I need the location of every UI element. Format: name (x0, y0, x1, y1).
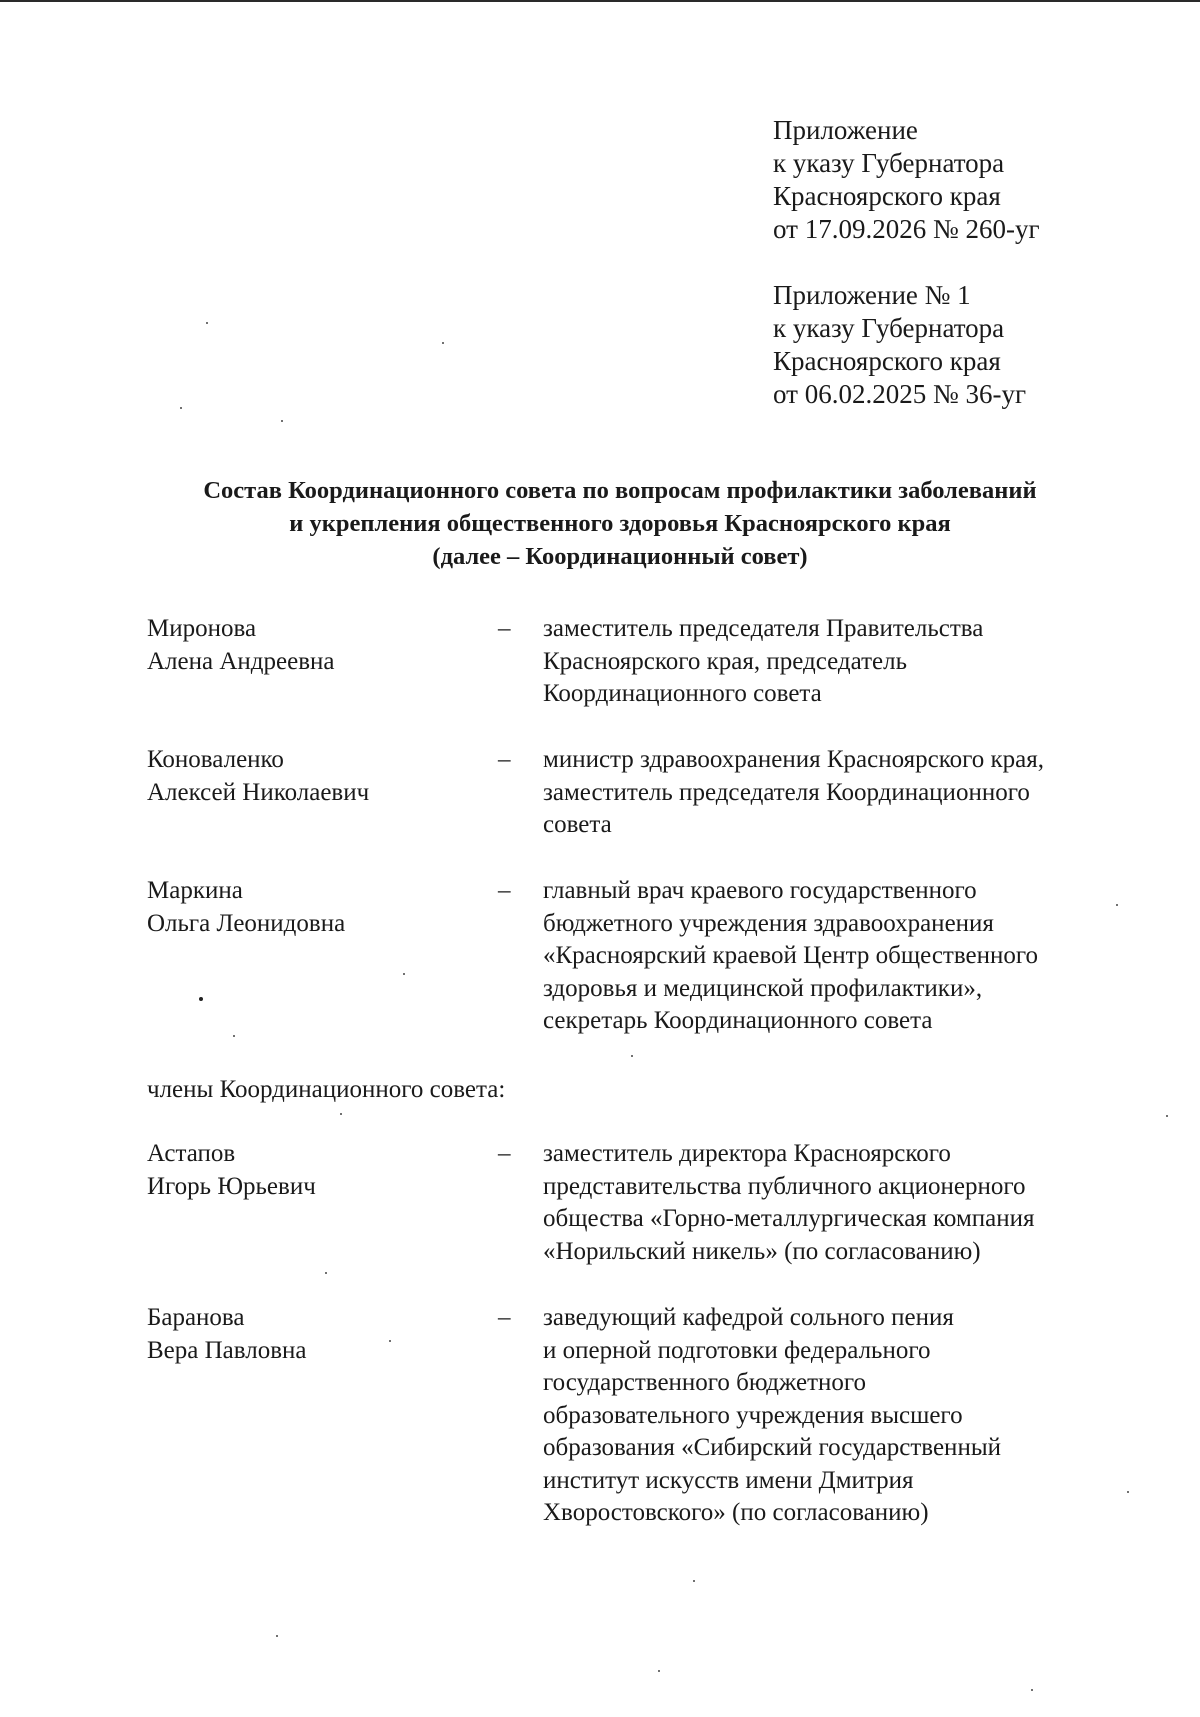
role-line: Координационного совета (543, 680, 822, 707)
person-surname: Маркина (147, 877, 243, 904)
entry-dash: – (498, 1140, 511, 1167)
role-line: образовательного учреждения высшего (543, 1401, 963, 1429)
role-line: министр здравоохранения Красноярского края, (543, 746, 1044, 773)
role-line: представительства публичного акционерного (543, 1172, 1026, 1200)
scan-top-border (0, 0, 1200, 2)
scan-speck (276, 1635, 278, 1637)
entry-dash: – (498, 1304, 511, 1331)
appendix-line: Приложение № 1 (773, 280, 971, 310)
person-given-names: Ольга Леонидовна (147, 909, 346, 937)
appendix-header-original (773, 279, 1026, 411)
members-heading: члены Координационного совета: (147, 1076, 506, 1103)
person-role (543, 1302, 1143, 1530)
appendix-line: к указу Губернатора (773, 148, 1005, 178)
person-role (543, 744, 1143, 842)
role-line: бюджетного учреждения здравоохранения (543, 909, 994, 937)
role-line: заместитель председателя Координационного (543, 778, 1030, 806)
role-line: заместитель председателя Правительства (543, 615, 984, 642)
scan-speck (325, 1272, 327, 1274)
role-line: институт искусств имени Дмитрия (543, 1466, 914, 1494)
scan-speck (1166, 1115, 1168, 1117)
person-name (147, 613, 334, 678)
scan-speck (340, 1113, 342, 1115)
scan-speck (1127, 1491, 1129, 1493)
role-line: Хворостовского» (по согласованию) (543, 1499, 929, 1526)
role-line: здоровья и медицинской профилактики», (543, 974, 983, 1002)
role-line: и оперной подготовки федерального (543, 1336, 931, 1364)
role-line: «Красноярский краевой Центр общественного (543, 942, 1038, 969)
appendix-line: Красноярского края (773, 181, 1001, 211)
scan-speck (180, 407, 182, 409)
scan-speck (233, 1035, 235, 1037)
scan-speck (1116, 904, 1118, 906)
scan-speck (693, 1580, 695, 1582)
role-line: государственного бюджетного (543, 1369, 866, 1396)
role-line: «Норильский никель» (по согласованию) (543, 1237, 981, 1265)
title-line: (далее – Координационный совет) (432, 543, 808, 570)
role-line: совета (543, 811, 612, 838)
scan-speck (206, 322, 208, 324)
person-name (147, 875, 345, 940)
person-surname: Коноваленко (147, 746, 284, 773)
role-line: заведующий кафедрой сольного пения (543, 1304, 954, 1331)
scan-speck (389, 1340, 391, 1342)
role-line: секретарь Координационного совета (543, 1007, 933, 1034)
scan-speck (199, 997, 203, 1001)
document-title (120, 474, 1120, 573)
person-role (543, 1138, 1143, 1268)
scan-speck (658, 1670, 660, 1672)
scan-speck (631, 1055, 633, 1057)
person-given-names: Алексей Николаевич (147, 778, 370, 806)
appendix-line: от 17.09.2026 № 260-уг (773, 214, 1040, 244)
person-surname: Баранова (147, 1304, 245, 1331)
scan-speck (403, 973, 405, 975)
appendix-line: Красноярского края (773, 346, 1001, 376)
role-line: образования «Сибирский государственный (543, 1434, 1001, 1461)
person-name (147, 1138, 316, 1203)
role-line: Красноярского края, председатель (543, 647, 907, 675)
person-role (543, 875, 1143, 1038)
person-surname: Астапов (147, 1140, 236, 1167)
role-line: общества «Горно-металлургическая компания (543, 1205, 1035, 1232)
entry-dash: – (498, 877, 511, 904)
scan-speck (442, 342, 444, 344)
appendix-line: к указу Губернатора (773, 313, 1005, 343)
scan-speck (1031, 1689, 1033, 1691)
scan-speck (281, 420, 283, 422)
entry-dash: – (498, 615, 511, 642)
person-name (147, 744, 369, 809)
person-surname: Миронова (147, 615, 257, 642)
person-given-names: Игорь Юрьевич (147, 1172, 316, 1200)
person-given-names: Алена Андреевна (147, 647, 335, 675)
person-name (147, 1302, 307, 1367)
appendix-line: от 06.02.2025 № 36-уг (773, 379, 1027, 409)
person-given-names: Вера Павловна (147, 1336, 307, 1364)
role-line: главный врач краевого государственного (543, 877, 977, 904)
entry-dash: – (498, 746, 511, 773)
title-line: и укрепления общественного здоровья Красноярского края (289, 510, 951, 537)
role-line: заместитель директора Красноярского (543, 1140, 951, 1167)
appendix-line: Приложение (773, 115, 918, 145)
title-line: Состав Координационного совета по вопросам профилактики заболеваний (203, 477, 1037, 504)
person-role (543, 613, 1143, 711)
appendix-header-current (773, 114, 1040, 246)
